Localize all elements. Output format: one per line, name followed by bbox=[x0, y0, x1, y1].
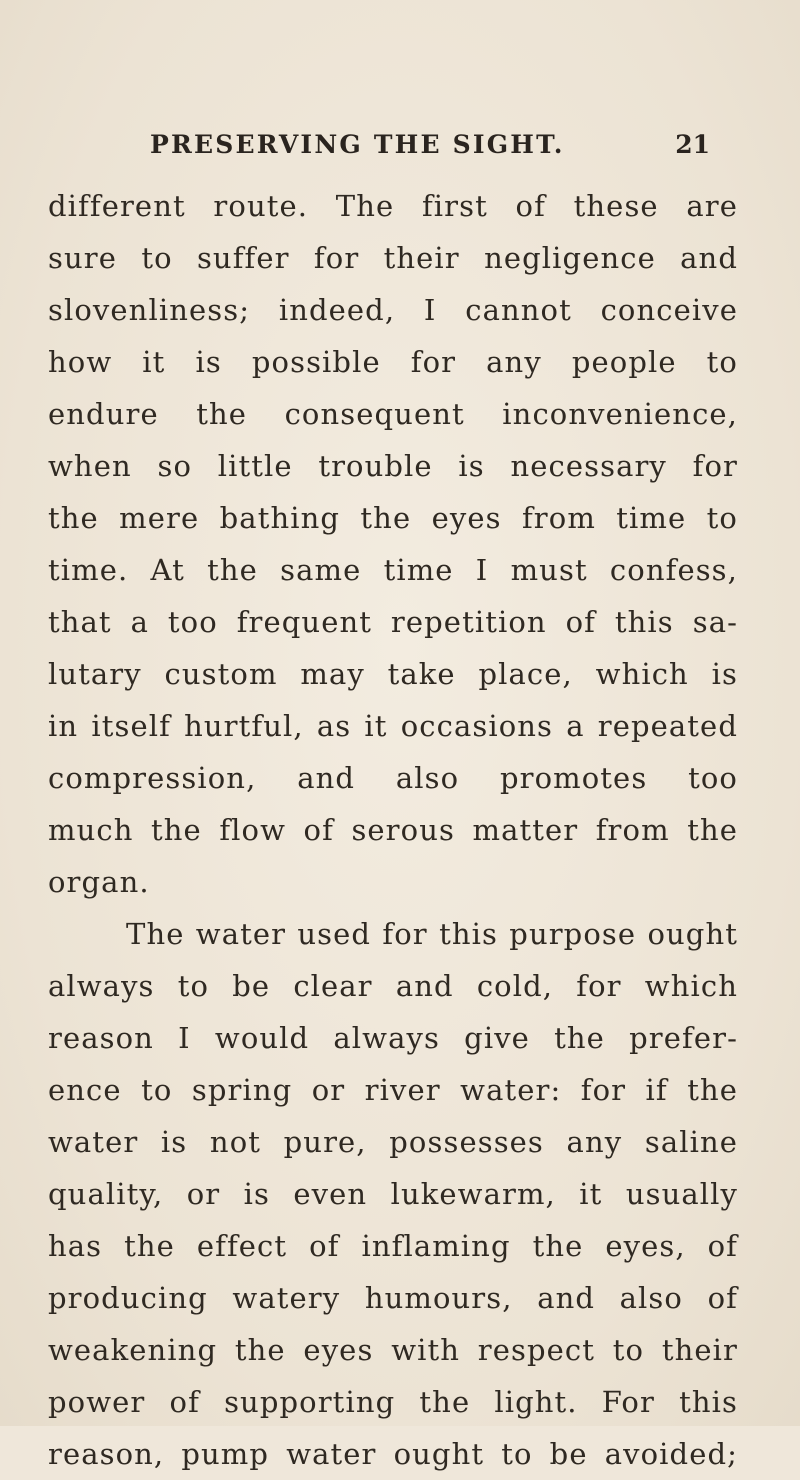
text-line: quality, or is even lukewarm, it usually bbox=[48, 1177, 738, 1211]
text-line: water is not pure, possesses any saline bbox=[48, 1125, 738, 1159]
text-line: ence to spring or river water: for if the bbox=[48, 1073, 738, 1107]
text-line: that a too frequent repetition of this sa- bbox=[48, 605, 738, 639]
text-line: has the effect of inflaming the eyes, of bbox=[48, 1229, 738, 1263]
text-line: compression, and also promotes too bbox=[48, 761, 738, 795]
page-number: 21 bbox=[675, 130, 710, 159]
text-line: power of supporting the light. For this bbox=[48, 1385, 738, 1419]
text-line: weakening the eyes with respect to their bbox=[48, 1333, 738, 1367]
text-line: slovenliness; indeed, I cannot conceive bbox=[48, 293, 738, 327]
text-line: the mere bathing the eyes from time to bbox=[48, 501, 738, 535]
page-header bbox=[150, 130, 710, 170]
text-line: always to be clear and cold, for which bbox=[48, 969, 738, 1003]
text-line: in itself hurtful, as it occasions a repeated bbox=[48, 709, 738, 743]
text-line: how it is possible for any people to bbox=[48, 345, 738, 379]
text-line: lutary custom may take place, which is bbox=[48, 657, 738, 691]
text-line: sure to suffer for their negligence and bbox=[48, 241, 738, 275]
text-line: producing watery humours, and also of bbox=[48, 1281, 738, 1315]
paragraph-end-line: organ. bbox=[48, 865, 150, 899]
text-line: much the flow of serous matter from the bbox=[48, 813, 738, 847]
paragraph-start-line: The water used for this purpose ought bbox=[126, 917, 738, 951]
body-text bbox=[48, 180, 738, 1480]
text-line: when so little trouble is necessary for bbox=[48, 449, 738, 483]
running-head: PRESERVING THE SIGHT. bbox=[150, 130, 565, 159]
text-line: reason I would always give the prefer- bbox=[48, 1021, 738, 1055]
text-line: reason, pump water ought to be avoided; bbox=[48, 1437, 738, 1471]
text-line: time. At the same time I must confess, bbox=[48, 553, 738, 587]
text-line: different route. The first of these are bbox=[48, 189, 738, 223]
text-line: endure the consequent inconvenience, bbox=[48, 397, 738, 431]
